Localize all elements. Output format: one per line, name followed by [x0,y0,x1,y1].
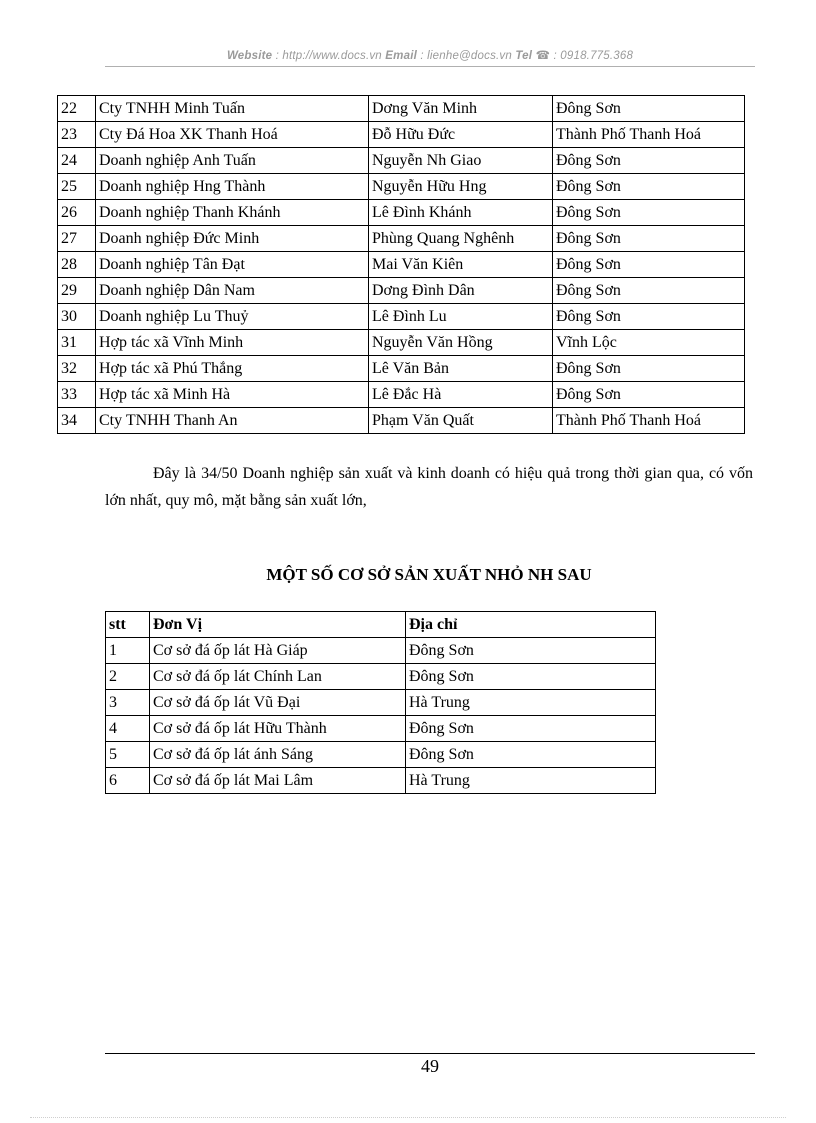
header-unit: Đơn Vị [150,612,406,638]
location-cell: Đông Sơn [553,252,745,278]
unit-cell: Cơ sở đá ốp lát Hữu Thành [150,716,406,742]
director-cell: Nguyễn Hữu Hng [369,174,553,200]
location-cell: Đông Sơn [553,174,745,200]
location-cell: Đông Sơn [553,356,745,382]
row-number-cell: 23 [58,122,96,148]
location-cell: Đông Sơn [553,226,745,252]
location-cell: Đông Sơn [553,278,745,304]
director-cell: Nguyễn Văn Hồng [369,330,553,356]
table-row [58,148,745,174]
row-number-cell: 25 [58,174,96,200]
row-number-cell: 24 [58,148,96,174]
enterprise-name-cell: Doanh nghiệp Thanh Khánh [96,200,369,226]
page-header [105,48,755,62]
stt-cell: 4 [106,716,150,742]
address-cell: Đông Sơn [406,638,656,664]
row-number-cell: 29 [58,278,96,304]
table-row [58,226,745,252]
row-number-cell: 33 [58,382,96,408]
table-row [58,278,745,304]
table-row [106,664,656,690]
stt-cell: 1 [106,638,150,664]
table-header-row [106,612,656,638]
row-number-cell: 32 [58,356,96,382]
phone-icon: ☎ [535,50,551,62]
unit-cell: Cơ sở đá ốp lát Mai Lâm [150,768,406,794]
page-number: 49 [421,1056,439,1076]
enterprise-name-cell: Doanh nghiệp Dân Nam [96,278,369,304]
enterprise-name-cell: Hợp tác xã Phú Thắng [96,356,369,382]
table-row [58,252,745,278]
unit-cell: Cơ sở đá ốp lát Vũ Đại [150,690,406,716]
section-title: MỘT SỐ CƠ SỞ SẢN XUẤT NHỎ NH SAU [266,565,592,584]
table-row [106,742,656,768]
table-row [58,408,745,434]
table-row [58,330,745,356]
location-cell: Đông Sơn [553,200,745,226]
table-row [106,768,656,794]
table-row [106,716,656,742]
director-cell: Phạm Văn Quất [369,408,553,434]
location-cell: Vĩnh Lộc [553,330,745,356]
page-bottom-border [30,1117,786,1118]
director-cell: Đỗ Hữu Đức [369,122,553,148]
table-row [58,96,745,122]
enterprise-name-cell: Cty TNHH Thanh An [96,408,369,434]
director-cell: Lê Văn Bản [369,356,553,382]
address-cell: Đông Sơn [406,742,656,768]
location-cell: Đông Sơn [553,382,745,408]
address-cell: Đông Sơn [406,664,656,690]
table-row [106,638,656,664]
row-number-cell: 28 [58,252,96,278]
enterprise-name-cell: Doanh nghiệp Lu Thuỷ [96,304,369,330]
tel-label: Tel [515,50,533,62]
email-label: Email [385,50,417,62]
table-row [58,122,745,148]
enterprise-name-cell: Cty TNHH Minh Tuấn [96,96,369,122]
row-number-cell: 30 [58,304,96,330]
stt-cell: 5 [106,742,150,768]
table-row [58,304,745,330]
director-cell: Dơng Văn Minh [369,96,553,122]
small-facilities-table [105,611,656,794]
row-number-cell: 27 [58,226,96,252]
director-cell: Mai Văn Kiên [369,252,553,278]
stt-cell: 3 [106,690,150,716]
address-cell: Hà Trung [406,690,656,716]
table-row [58,382,745,408]
unit-cell: Cơ sở đá ốp lát Chính Lan [150,664,406,690]
location-cell: Đông Sơn [553,304,745,330]
enterprise-name-cell: Hợp tác xã Vĩnh Minh [96,330,369,356]
header-divider [105,66,755,67]
director-cell: Lê Đình Khánh [369,200,553,226]
director-cell: Lê Đình Lu [369,304,553,330]
header-address: Địa chỉ [406,612,656,638]
table-row [58,200,745,226]
enterprise-name-cell: Hợp tác xã Minh Hà [96,382,369,408]
unit-cell: Cơ sở đá ốp lát ánh Sáng [150,742,406,768]
stt-cell: 6 [106,768,150,794]
location-cell: Đông Sơn [553,148,745,174]
stt-cell: 2 [106,664,150,690]
director-cell: Lê Đắc Hà [369,382,553,408]
enterprise-name-cell: Doanh nghiệp Hng Thành [96,174,369,200]
table-row [106,690,656,716]
summary-paragraph: Đây là 34/50 Doanh nghiệp sản xuất và kinh doanh có hiệu quả trong thời gian qua, có vốn lớn nhất, quy mô, mặt bằng sản xuất lớn, [105,465,753,509]
location-cell: Đông Sơn [553,96,745,122]
address-cell: Đông Sơn [406,716,656,742]
tel-value: : 0918.775.368 [550,50,634,62]
location-cell: Thành Phố Thanh Hoá [553,122,745,148]
website-label: Website [226,50,273,62]
enterprise-name-cell: Doanh nghiệp Đức Minh [96,226,369,252]
row-number-cell: 22 [58,96,96,122]
row-number-cell: 26 [58,200,96,226]
unit-cell: Cơ sở đá ốp lát Hà Giáp [150,638,406,664]
enterprise-name-cell: Cty Đá Hoa XK Thanh Hoá [96,122,369,148]
website-value: : http://www.docs.vn [272,50,386,62]
enterprise-table [57,95,745,434]
footer-divider [105,1053,755,1054]
location-cell: Thành Phố Thanh Hoá [553,408,745,434]
header-stt: stt [106,612,150,638]
row-number-cell: 31 [58,330,96,356]
address-cell: Hà Trung [406,768,656,794]
director-cell: Phùng Quang Nghênh [369,226,553,252]
enterprise-name-cell: Doanh nghiệp Anh Tuấn [96,148,369,174]
director-cell: Nguyễn Nh Giao [369,148,553,174]
row-number-cell: 34 [58,408,96,434]
table-row [58,174,745,200]
enterprise-name-cell: Doanh nghiệp Tân Đạt [96,252,369,278]
director-cell: Dơng Đình Dân [369,278,553,304]
email-value: : lienhe@docs.vn [416,50,516,62]
table-row [58,356,745,382]
